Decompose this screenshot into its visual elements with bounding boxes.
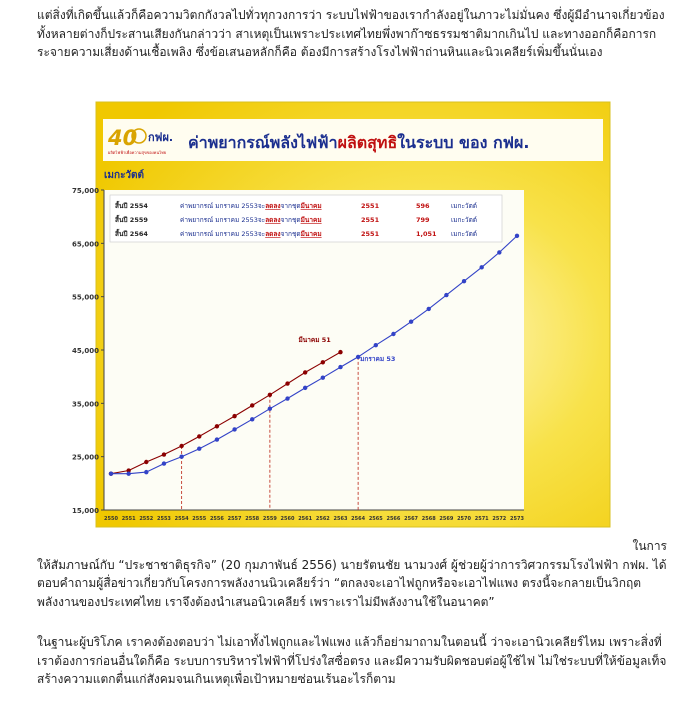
y-axis-label: เมกะวัตต์ (104, 170, 145, 181)
annotation-unit: เมกะวัตต์ (451, 230, 478, 238)
chart-svg (71, 102, 610, 527)
x-tick-label: 2567 (404, 516, 419, 522)
series-point-0 (303, 370, 307, 374)
x-tick-label: 2560 (280, 516, 295, 522)
x-tick-label: 2564 (351, 516, 366, 522)
x-tick-label: 2570 (457, 516, 472, 522)
x-tick-label: 2553 (156, 516, 171, 522)
x-tick-label: 2568 (421, 516, 436, 522)
series-point-0 (144, 460, 148, 464)
annotation-will: จะ (257, 202, 266, 210)
y-tick-label: 65,000 (71, 240, 99, 249)
series-point-0 (338, 350, 342, 354)
x-tick-label: 2556 (209, 516, 224, 522)
annotation-base-year: 2551 (361, 216, 380, 224)
x-tick-label: 2551 (121, 516, 136, 522)
series-point-1 (126, 472, 130, 476)
x-tick-label: 2555 (192, 516, 207, 522)
series-point-1 (409, 320, 413, 324)
annotation-forecast: ค่าพยากรณ์ มกราคม 2553 (180, 202, 258, 210)
y-tick-label: 25,000 (71, 453, 99, 462)
y-tick-label: 35,000 (71, 400, 99, 409)
series-point-1 (374, 343, 378, 347)
x-tick-label: 2557 (227, 516, 242, 522)
series-point-1 (462, 279, 466, 283)
series-point-1 (427, 307, 431, 311)
series-point-0 (268, 393, 272, 397)
paragraph-lead: ในการ (632, 539, 667, 553)
series-point-1 (232, 427, 236, 431)
interview-text: ให้สัมภาษณ์กับ “ประชาชาติธุรกิจ” (20 กุมภาพันธ์ 2556) นายรัตนชัย นามวงศ์ ผู้ช่วยผู้ว่าการวิศวกรรมโรงไฟฟ้า กฟผ. ได้ตอบคำถามผู้สื่อข่าวเกี่ยวกับโครงการพลังงานนิวเคลียร์ว่า “ตกลงจะเอาไฟถูกหรือจะเอาไฟแพง ตรงนี้จะกลายเป็นวิกฤตพลังงานของประเทศไทย เราจึงต้องนำเสนอนิวเคลียร์ เพราะเราไม่มีพลังงานใช้ในอนาคต” (37, 557, 667, 609)
intro-paragraph: แต่สิ่งที่เกิดขึ้นแล้วก็คือความวิตกกังวลไปทั่วทุกวงการว่า ระบบไฟฟ้าของเรากำลังอยู่ในภาวะไม่มั่นคง ซึ่งผู้มีอำนาจเกี่ยวข้องทั้งหลายต่างก็ประสานเสียงกันกล่าวว่า สาเหตุเป็นเพราะประเทศไทยพึ่งพาก๊าซธรรมชาติมากเกินไป และทางออกก็คือการกระจายความเสี่ยงด้านเชื้อเพลิง ซึ่งข้อเสนอหลักก็คือ ต้องมีการสร้างโรงไฟฟ้าถ่านหินและนิวเคลียร์เพิ่มขึ้นนั่นเอง (37, 8, 665, 59)
series-point-1 (321, 376, 325, 380)
series-point-1 (479, 265, 483, 269)
series-point-1 (250, 417, 254, 421)
logo-text: กฟผ. (148, 131, 174, 144)
annotation-decrease: ลดลง (265, 202, 281, 210)
annotation-will: จะ (257, 216, 266, 224)
x-tick-label: 2572 (492, 516, 507, 522)
annotation-decrease: ลดลง (265, 230, 281, 238)
x-tick-label: 2571 (474, 516, 489, 522)
y-tick-label: 75,000 (71, 187, 99, 195)
annotation-will: จะ (257, 230, 266, 238)
series-point-1 (179, 454, 183, 458)
annotation-decrease: ลดลง (265, 216, 281, 224)
series-point-1 (391, 332, 395, 336)
series-point-1 (268, 406, 272, 410)
series-label-march51: มีนาคม 51 (298, 336, 331, 345)
series-label-jan53: มกราคม 53 (360, 354, 396, 363)
annotation-month: มีนาคม (300, 202, 322, 210)
annotation-value: 596 (416, 202, 430, 210)
series-point-1 (162, 461, 166, 465)
series-point-1 (497, 250, 501, 254)
series-point-1 (303, 386, 307, 390)
annotation-base-year: 2551 (361, 230, 380, 238)
series-point-1 (109, 472, 113, 476)
series-point-0 (250, 403, 254, 407)
interview-paragraph (37, 537, 667, 611)
forecast-chart (71, 102, 610, 527)
series-point-1 (338, 365, 342, 369)
series-point-0 (232, 414, 236, 418)
series-point-1 (197, 446, 201, 450)
annotation-box (110, 195, 502, 242)
annotation-month: มีนาคม (300, 216, 322, 224)
x-tick-label: 2561 (298, 516, 313, 522)
series-point-1 (215, 437, 219, 441)
annotation-from-set: จากชุด (280, 202, 301, 210)
annotation-year-label: สิ้นปี 2559 (115, 216, 148, 224)
x-tick-label: 2569 (439, 516, 454, 522)
annotation-unit: เมกะวัตต์ (451, 216, 478, 224)
annotation-value: 799 (416, 216, 430, 224)
x-tick-label: 2550 (104, 516, 118, 522)
series-point-0 (197, 434, 201, 438)
x-tick-label: 2559 (262, 516, 277, 522)
series-point-1 (515, 234, 519, 238)
x-tick-label: 2565 (368, 516, 383, 522)
y-tick-label: 15,000 (71, 507, 99, 515)
series-point-0 (179, 444, 183, 448)
x-tick-label: 2552 (139, 516, 154, 522)
annotation-year-label: สิ้นปี 2564 (115, 230, 148, 238)
annotation-unit: เมกะวัตต์ (451, 202, 478, 210)
x-tick-label: 2554 (174, 516, 189, 522)
chart-title-part-3: ในระบบ ของ กฟผ. (397, 133, 530, 152)
annotation-from-set: จากชุด (280, 216, 301, 224)
series-point-0 (162, 452, 166, 456)
annotation-base-year: 2551 (361, 202, 380, 210)
series-point-0 (215, 424, 219, 428)
consumer-paragraph: ในฐานะผู้บริโภค เราคงต้องตอบว่า ไม่เอาทั้งไฟถูกและไฟแพง แล้วก็อย่ามาถามในตอนนี้ ว่าจะเอานิวเคลียร์ไหม เพราะสิ่งที่เราต้องการก่อนอื่นใดก็คือ ระบบการบริหารไฟฟ้าที่โปร่งใสซื่อตรง และมีความรับผิดชอบต่อผู้ใช้ไฟ ไม่ใช่ระบบที่ให้ข้อมูลเท็จ สร้างความแตกตื่นแก่สังคมจนเกินเหตุเพื่อเป้าหมายซ่อนเร้นอะไรก็ตาม (37, 635, 667, 686)
annotation-month: มีนาคม (300, 230, 322, 238)
y-tick-label: 55,000 (71, 293, 99, 302)
svg-text:40: 40 (108, 126, 138, 150)
chart-title-part-1: ค่าพยากรณ์พลังไฟฟ้า (188, 133, 338, 152)
x-tick-label: 2558 (245, 516, 260, 522)
annotation-forecast: ค่าพยากรณ์ มกราคม 2553 (180, 230, 258, 238)
x-tick-label: 2573 (510, 516, 524, 522)
annotation-year-label: สิ้นปี 2554 (115, 202, 148, 210)
y-tick-label: 45,000 (71, 347, 99, 355)
annotation-value: 1,051 (416, 230, 437, 238)
chart-title-part-2: ผลิตสุทธิ (337, 133, 398, 152)
x-tick-label: 2562 (315, 516, 330, 522)
x-tick-label: 2563 (333, 516, 348, 522)
series-point-1 (285, 396, 289, 400)
series-point-0 (285, 381, 289, 385)
annotation-from-set: จากชุด (280, 230, 301, 238)
logo-caption: ผลิตไฟฟ้าเพื่อความสุขของคนไทย (108, 150, 167, 155)
annotation-forecast: ค่าพยากรณ์ มกราคม 2553 (180, 216, 258, 224)
x-tick-label: 2566 (386, 516, 401, 522)
series-point-1 (144, 470, 148, 474)
series-point-1 (444, 293, 448, 297)
chart-title (188, 133, 529, 153)
series-point-0 (321, 360, 325, 364)
